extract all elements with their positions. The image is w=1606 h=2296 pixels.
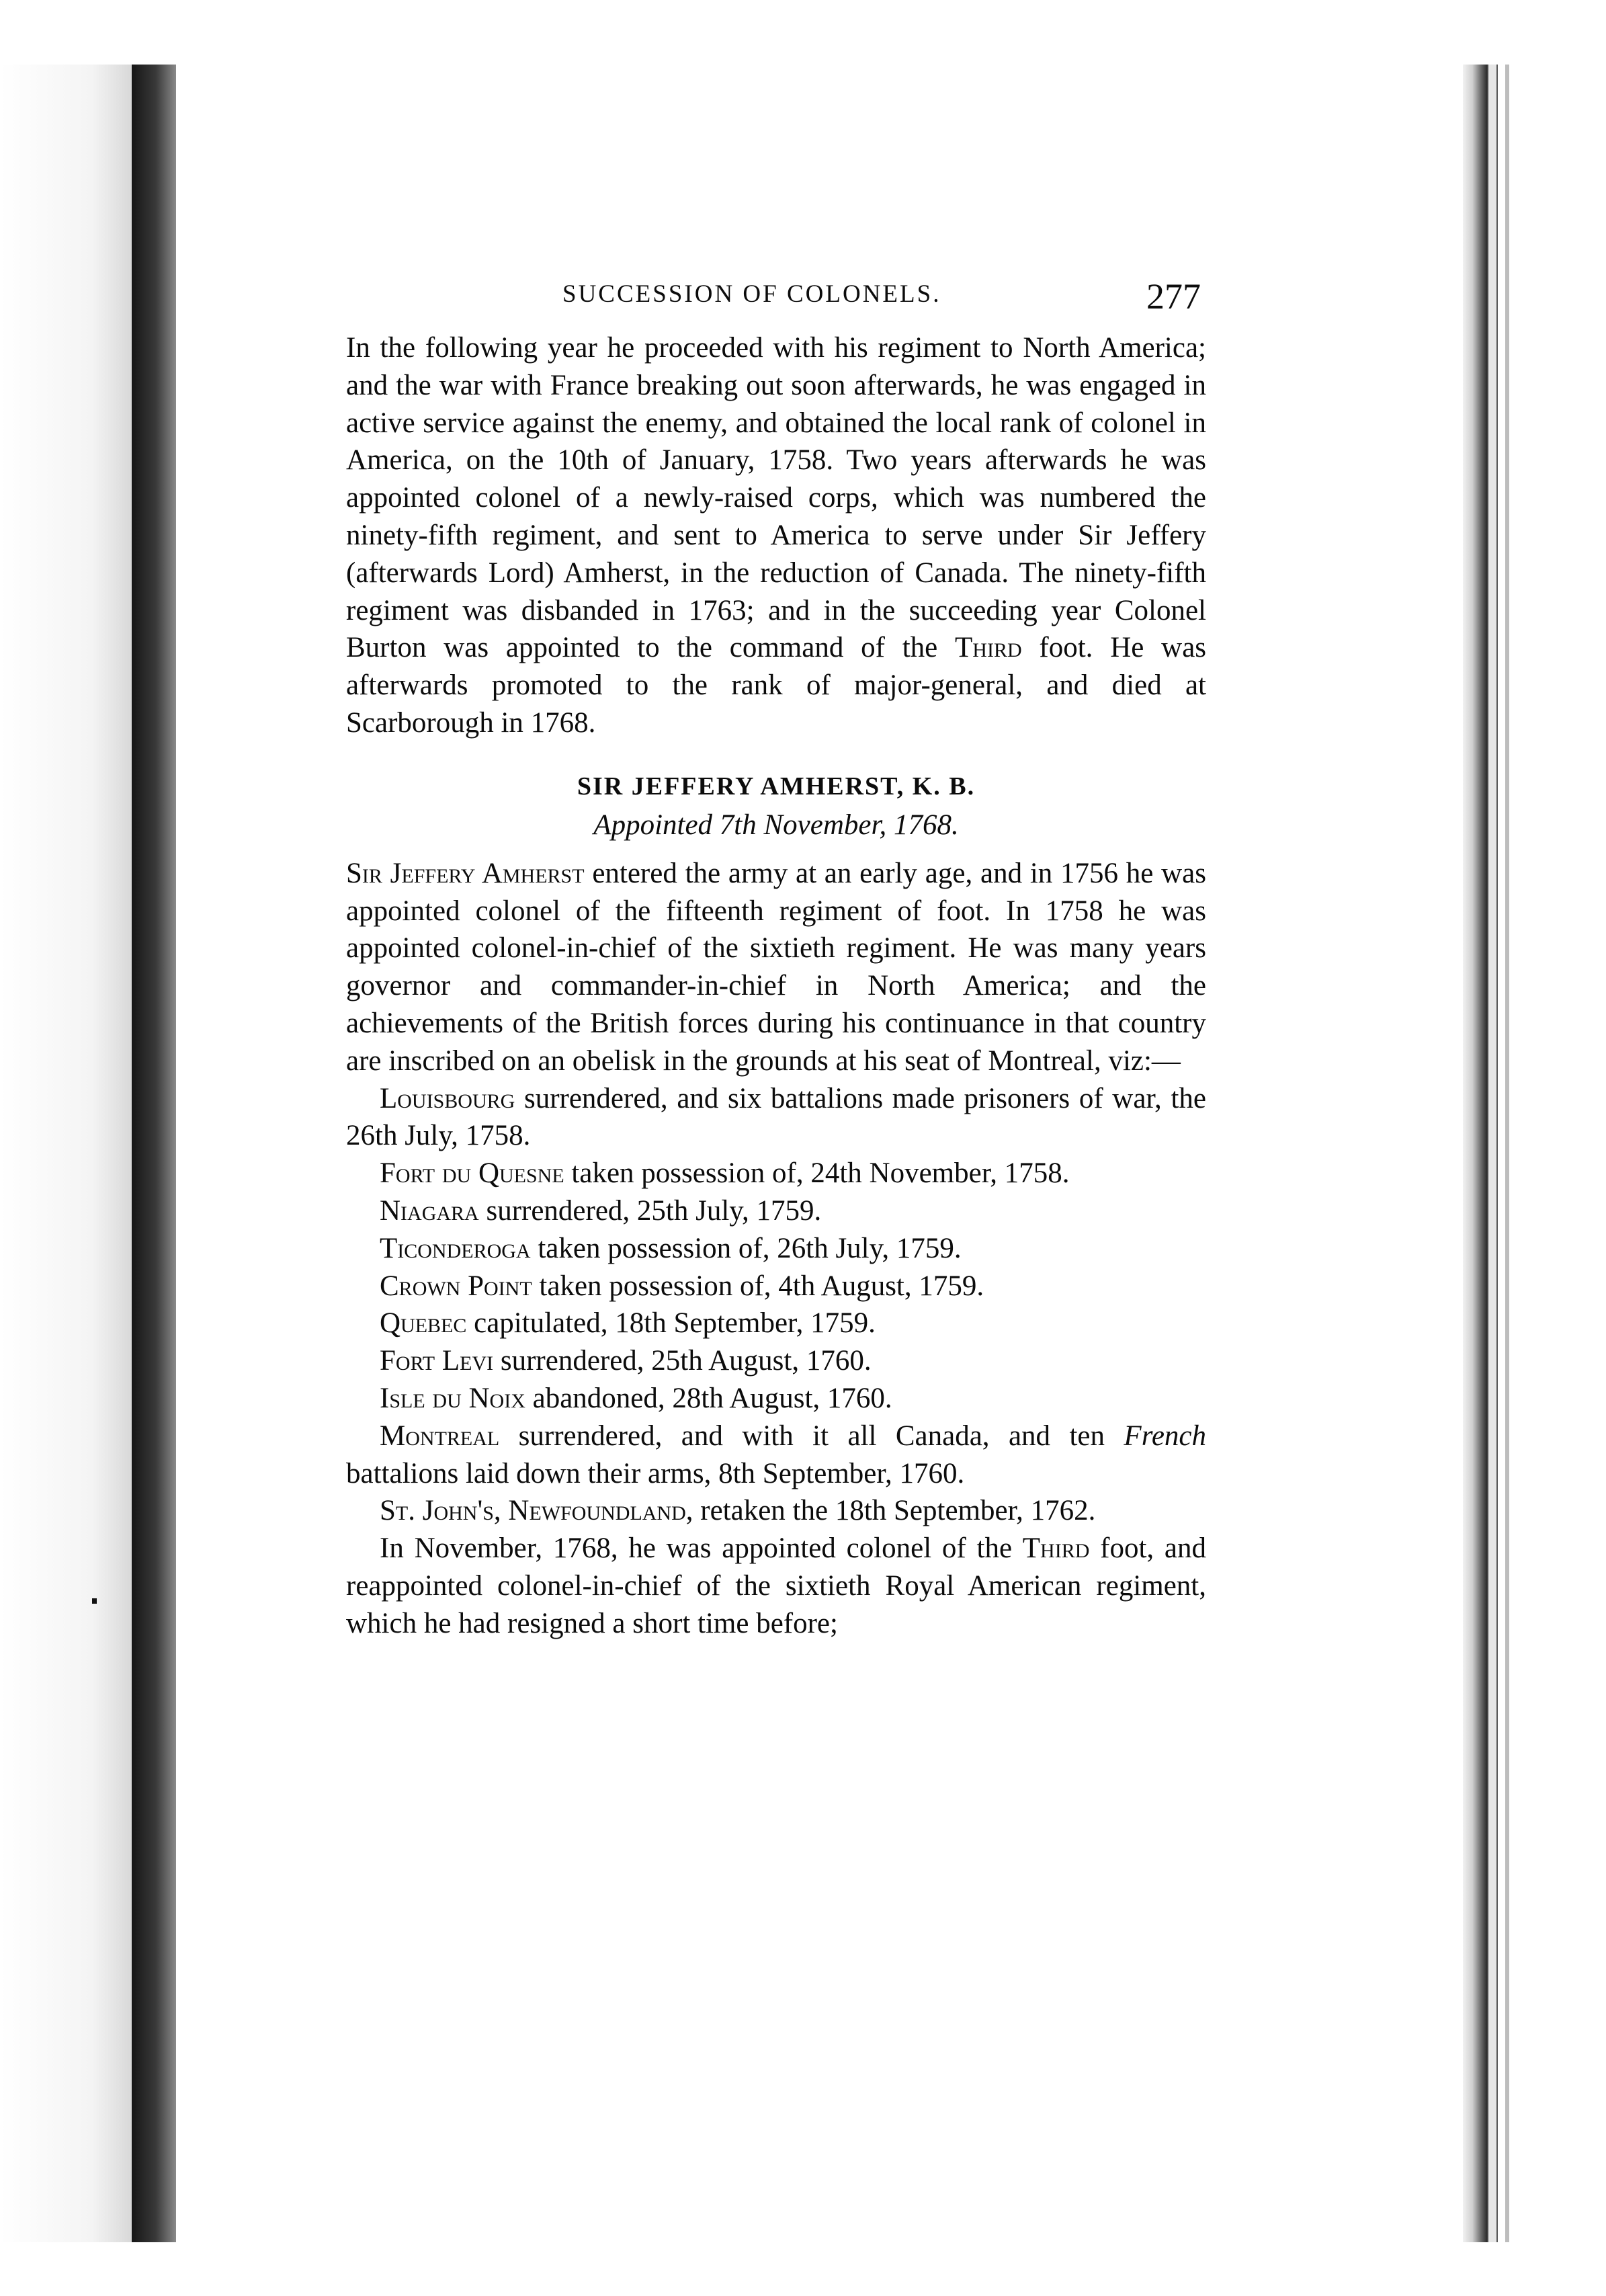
place-name: Isle du Noix [380, 1382, 525, 1414]
amherst-name-smallcaps: Sir Jeffery Amherst [346, 857, 585, 889]
list-item [346, 1418, 1206, 1493]
place-name: St. John's, Newfoundland [380, 1495, 686, 1527]
third-foot-smallcaps: Third [1022, 1532, 1090, 1565]
paragraph-burton-end: foot. He was afterwards promoted to the rank of major-general, and died at Scarborough in 1768. [346, 632, 1207, 739]
third-foot-smallcaps: Third [955, 632, 1022, 664]
list-item-text: , retaken the 18th September, 1762. [685, 1495, 1096, 1527]
page-number: 277 [1146, 276, 1201, 317]
list-item-text: taken possession of, 26th July, 1759. [530, 1232, 962, 1264]
place-name: Ticonderoga [380, 1232, 531, 1264]
list-item [346, 1492, 1206, 1530]
place-name: Montreal [380, 1420, 500, 1452]
list-item-text: surrendered, and six battalions made prisoners of war, the 26th July, 1758. [346, 1082, 1206, 1152]
book-gutter-shadow [132, 65, 176, 2242]
paragraph-amherst [346, 855, 1206, 1080]
list-item-text: surrendered, and with it all Canada, and ten [499, 1420, 1124, 1452]
list-item-text: surrendered, 25th August, 1760. [493, 1345, 872, 1377]
page-text [346, 276, 1206, 1643]
subheading-italic: Appointed 7th November, [593, 809, 887, 841]
paragraph-amherst-text: entered the army at an early age, and in 1756 he was appointed colonel of the fifteenth regiment of foot. In 1758 he was appointed colonel-in-chief of the sixtieth regiment. He was many years governor and commander-in-chief in North America; and the achievements of the British forces during his continuance in that country are inscribed on an obelisk in the grounds at his seat of Montreal, viz:— [346, 857, 1206, 1077]
list-item [346, 1192, 1206, 1230]
list-item [346, 1230, 1206, 1268]
place-name: Louisbourg [380, 1082, 515, 1114]
section-heading: SIR JEFFERY AMHERST, K. B. [577, 772, 976, 801]
list-item [346, 1380, 1206, 1418]
list-item [346, 1268, 1206, 1305]
place-name: Crown Point [380, 1270, 532, 1302]
paragraph-appointment-end: foot, and reappointed colonel-in-chief of the sixtieth Royal American regiment, which he had resigned a short time before; [346, 1532, 1206, 1639]
place-name: Fort Levi [380, 1345, 494, 1377]
running-title: SUCCESSION OF COLONELS. [562, 280, 941, 308]
list-item-text: taken possession of, 4th August, 1759. [532, 1270, 984, 1302]
paragraph-appointment-start: In November, 1768, he was appointed colonel of the [380, 1532, 1023, 1565]
list-item [346, 1155, 1206, 1192]
place-name: Niagara [380, 1194, 479, 1227]
right-page-edge-strip [1487, 65, 1498, 2242]
french-italic: French [1124, 1420, 1206, 1452]
list-item [346, 1080, 1206, 1155]
scan-speck [92, 1598, 97, 1604]
right-page-edge-strip-outer [1505, 65, 1509, 2242]
subheading-year: 1768. [886, 809, 959, 841]
list-item-text: taken possession of, 24th November, 1758. [564, 1157, 1070, 1190]
list-item [346, 1305, 1206, 1342]
right-page-edge [1463, 65, 1487, 2242]
list-item-text: abandoned, 28th August, 1760. [525, 1382, 892, 1414]
paragraph-burton-text: In the following year he proceeded with his regiment to North America; and the war with France breaking out soon afterwards, he was engaged in active service against the enemy, and obtained the local rank of colonel in America, on the 10th of January, 1758. Two years afterwards he was appointed colonel of a newly-raised corps, which was numbered the ninety-fifth regiment, and sent to America to serve under Sir Jeffery (afterwards Lord) Amherst, in the reduction of Canada. The ninety-fifth regiment was disbanded in 1763; and in the succeeding year Colonel Burton was appointed to the command of the [346, 332, 1206, 664]
paragraph-burton [346, 329, 1206, 742]
list-item-text: surrendered, 25th July, 1759. [478, 1194, 822, 1227]
list-item [346, 1342, 1206, 1380]
section-subheading [346, 805, 1206, 846]
list-item-text: capitulated, 18th September, 1759. [466, 1307, 876, 1340]
left-page-edge [0, 65, 132, 2242]
place-name: Quebec [380, 1307, 467, 1340]
paragraph-appointment [346, 1530, 1206, 1642]
running-head [346, 276, 1206, 329]
place-name: Fort du Quesne [380, 1157, 564, 1190]
montreal-end-text: battalions laid down their arms, 8th September, 1760. [346, 1457, 965, 1489]
